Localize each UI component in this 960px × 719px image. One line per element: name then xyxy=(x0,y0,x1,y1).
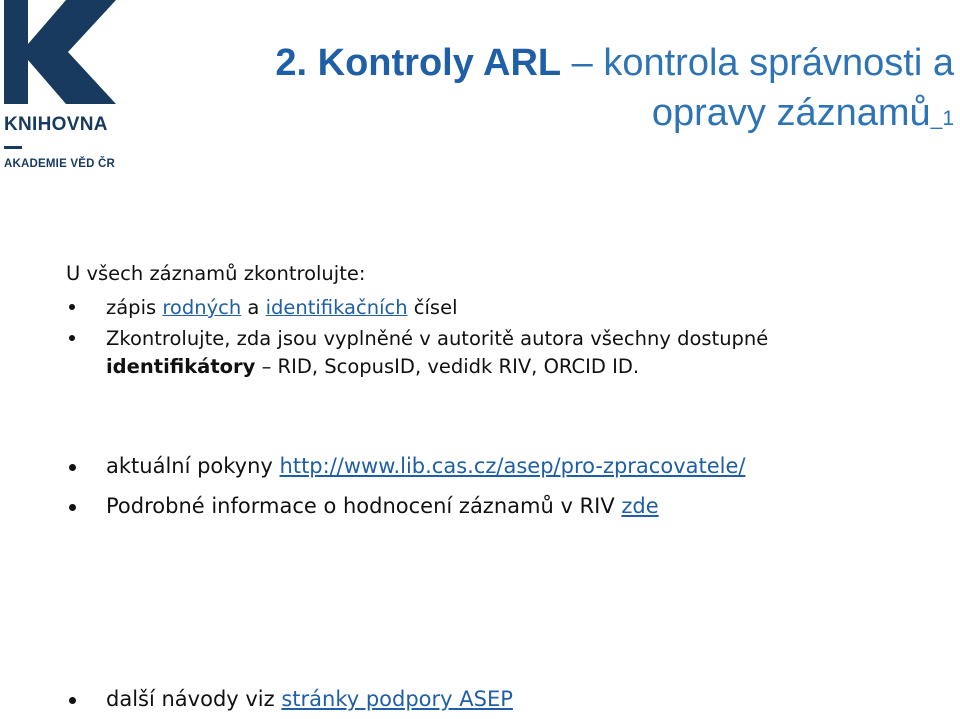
bullet-text xyxy=(106,325,926,381)
title-rest-line2: opravy záznamů xyxy=(651,92,931,134)
title-suffix: _1 xyxy=(930,107,954,130)
link-identifikacnich[interactable]: identifikačních xyxy=(265,296,408,319)
link-pokyny[interactable]: http://www.lib.cas.cz/asep/pro-zpracovatele/ xyxy=(279,454,746,478)
link-rodnych[interactable]: rodných xyxy=(162,296,242,319)
bullet-icon xyxy=(69,504,76,511)
bullet-icon xyxy=(69,304,75,310)
bullet-text-bold: identifikátory xyxy=(106,355,256,378)
bullet-text-part: aktuální pokyny xyxy=(106,454,280,478)
bullet-icon xyxy=(69,697,76,704)
link-stranky-podpory[interactable]: stránky podpory ASEP xyxy=(281,687,513,711)
logo-subtitle: AKADEMIE VĚD ČR xyxy=(4,158,115,170)
bullet-text-part: Podrobné informace o hodnocení záznamů v RIV xyxy=(106,494,622,518)
knihovna-logo-mark-icon xyxy=(4,0,116,104)
slide-title xyxy=(174,38,954,144)
logo-divider xyxy=(4,146,22,149)
link-zde[interactable]: zde xyxy=(621,494,659,518)
bullet-text xyxy=(106,294,926,322)
title-dash: – xyxy=(561,42,604,84)
bullet-text-part: a xyxy=(241,296,266,319)
bullet-text-part: Zkontrolujte, zda jsou vyplněné v autoritě autora všechny dostupné xyxy=(106,327,769,350)
logo-name: KNIHOVNA xyxy=(4,114,108,135)
bullet-text xyxy=(106,492,926,520)
bullet-text-part: další návody viz xyxy=(106,687,282,711)
title-rest-line1: kontrola správnosti a xyxy=(603,42,954,84)
bullet-text-part: zápis xyxy=(106,296,163,319)
bullet-text-part: čísel xyxy=(407,296,458,319)
bullet-text xyxy=(106,685,926,713)
bullet-icon xyxy=(69,464,76,471)
intro-text: U všech záznamů zkontrolujte: xyxy=(66,262,366,285)
bullet-icon xyxy=(69,335,75,341)
bullet-text-part: – RID, ScopusID, vedidk RIV, ORCID ID. xyxy=(255,355,640,378)
title-strong: 2. Kontroly ARL xyxy=(275,42,562,84)
bullet-text xyxy=(106,452,926,480)
